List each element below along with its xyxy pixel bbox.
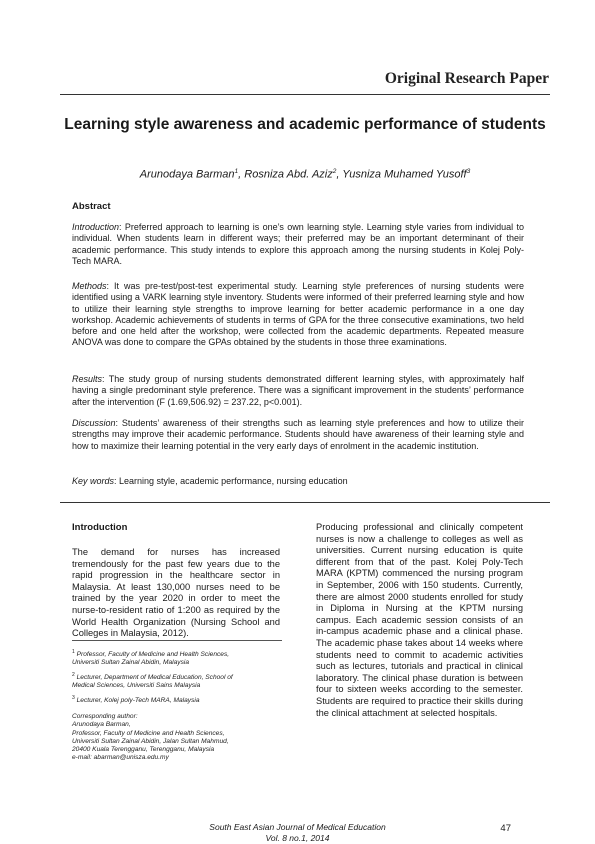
footnote-line: Medical Sciences, Universiti Sains Malaysia — [72, 682, 201, 690]
footnote-line: Universiti Sultan Zainal Abidin, Jalan Sultan Mahmud, — [72, 737, 229, 745]
section-text: : Students’ awareness of their strengths such as learning style preferences and how to utilize their strengths may improve their academic performance. Students should have awareness of their learning style and how to maximize their learning potential in the very early days of enrolment in the academic institution. — [72, 418, 524, 451]
author-affiliation-mark: 2 — [332, 168, 337, 175]
page-number: 47 — [500, 823, 511, 834]
footnote-mark: 1 — [72, 649, 75, 655]
author-name: Rosniza Abd. Aziz — [244, 168, 333, 181]
introduction-heading: Introduction — [72, 522, 128, 533]
section-label: Introduction — [72, 222, 120, 232]
footnote-affiliation-2 — [72, 671, 282, 691]
footnote-mark: 3 — [72, 695, 75, 701]
author-affiliation-mark: 3 — [466, 168, 471, 175]
section-text: : The study group of nursing students demonstrated different learning styles, with approximately half having a single predominant style preference. There was a significant improvement in the students’ performance after the intervention (F (1.69,506.92) = 237.22, p<0.001). — [72, 374, 524, 407]
footnote-line: Professor, Faculty of Medicine and Health Sciences, — [72, 729, 225, 737]
keywords — [72, 476, 348, 486]
abstract-divider — [60, 502, 550, 503]
footnote-line: 20400 Kuala Terengganu, Terengganu, Malaysia — [72, 746, 215, 754]
footnote-line: Universiti Sultan Zainal Abidin, Malaysia — [72, 659, 190, 667]
header-divider — [60, 94, 550, 95]
footnote-line: Arunodaya Barman, — [72, 721, 131, 729]
footnote-mark: 2 — [72, 672, 75, 678]
introduction-right-column: Producing professional and clinically competent nurses is now a challenge to colleges as well as universities. Current nursing education is quite different from that of the past. Kolej Poly-Tech MARA (KPTM) commenced the nursing program in September, 2006 with 150 students. Currently, there are almost 2000 students enrolled for study in Diploma in Nursing at the KPTM nursing campus. Each academic session consists of an in-campus academic phase and a clinical phase. The academic phase takes about 14 weeks where students need to commit to academic activities such as lectures, tutorials and practical in clinical laboratory. The clinical phase duration is between four to sixteen weeks according to the semester. Students are required to practice their skills during the clinical attachment at selected hospitals. — [316, 522, 523, 718]
author-affiliation-mark: 1 — [234, 168, 239, 175]
journal-volume: Vol. 8 no.1, 2014 — [265, 833, 330, 843]
footnote-line: Professor, Faculty of Medicine and Health Sciences, — [76, 651, 230, 659]
abstract-methods — [72, 281, 524, 349]
section-text: : It was pre-test/post-test experimental study. Learning style preferences of nursing students were identified using a VARK learning style inventory. Students were informed of their preferred learning style and how to utilize their learning style strengths to improve learning for better academic performance in a one day workshop. Academic achievements of students in terms of GPA for the three consecutive examinations, two held before and one held after the workshop, were collected from the academic departments. Repeated measure ANOVA was done to compare the GPAs obtained by the students in those three examinations. — [72, 281, 524, 348]
corresponding-author — [72, 713, 282, 763]
section-label: Results — [72, 374, 103, 384]
introduction-left-column: The demand for nurses has increased tremendously for the past few years due to the rapid progression in the healthcare sector in Malaysia. At least 130,000 nurses need to be trained by the year 2020 in order to meet the nurse-to-resident ratio of 1:200 as required by the World Health Organization (Nursing School and Colleges in Malaysia, 2012). — [72, 547, 280, 639]
abstract-results — [72, 374, 524, 408]
author-name: Arunodaya Barman — [139, 168, 235, 181]
author-name: Yusniza Muhamed Yusoff — [342, 168, 467, 181]
section-text: : Preferred approach to learning is one’s own learning style. Learning style varies from individual to individual. When students learn in different ways; their preferred may be an important determinant of their academic performance. This study intends to explore this approach among the nursing students in Kolej Poly-Tech MARA. — [72, 222, 524, 266]
journal-name: South East Asian Journal of Medical Education — [209, 822, 386, 832]
footnote-divider — [72, 640, 282, 641]
footnote-line: Lecturer, Kolej poly-Tech MARA, Malaysia — [76, 697, 200, 705]
author-list: Arunodaya Barman$^1$, Rosniza Abd. Aziz$^2$, Yusniza Muhamed Yusoff$^3$ — [139, 168, 471, 181]
keywords-text: : Learning style, academic performance, nursing education — [114, 476, 348, 486]
section-label: Methods — [72, 281, 107, 291]
footnote-line: Lecturer, Department of Medical Education, School of — [76, 674, 233, 682]
abstract-heading: Abstract — [72, 201, 111, 212]
abstract-introduction — [72, 222, 524, 267]
footnote-line: Corresponding author: — [72, 713, 138, 720]
corresponding-email: e-mail: abarman@unisza.edu.my — [72, 754, 169, 762]
footnote-affiliation-3 — [72, 694, 282, 705]
paper-type-label: Original Research Paper — [384, 70, 549, 87]
keywords-label: Key words — [72, 476, 115, 486]
abstract-discussion — [72, 418, 524, 452]
section-label: Discussion — [72, 418, 116, 428]
footnote-affiliation-1 — [72, 648, 282, 668]
paper-title: Learning style awareness and academic performance of students — [64, 116, 546, 133]
